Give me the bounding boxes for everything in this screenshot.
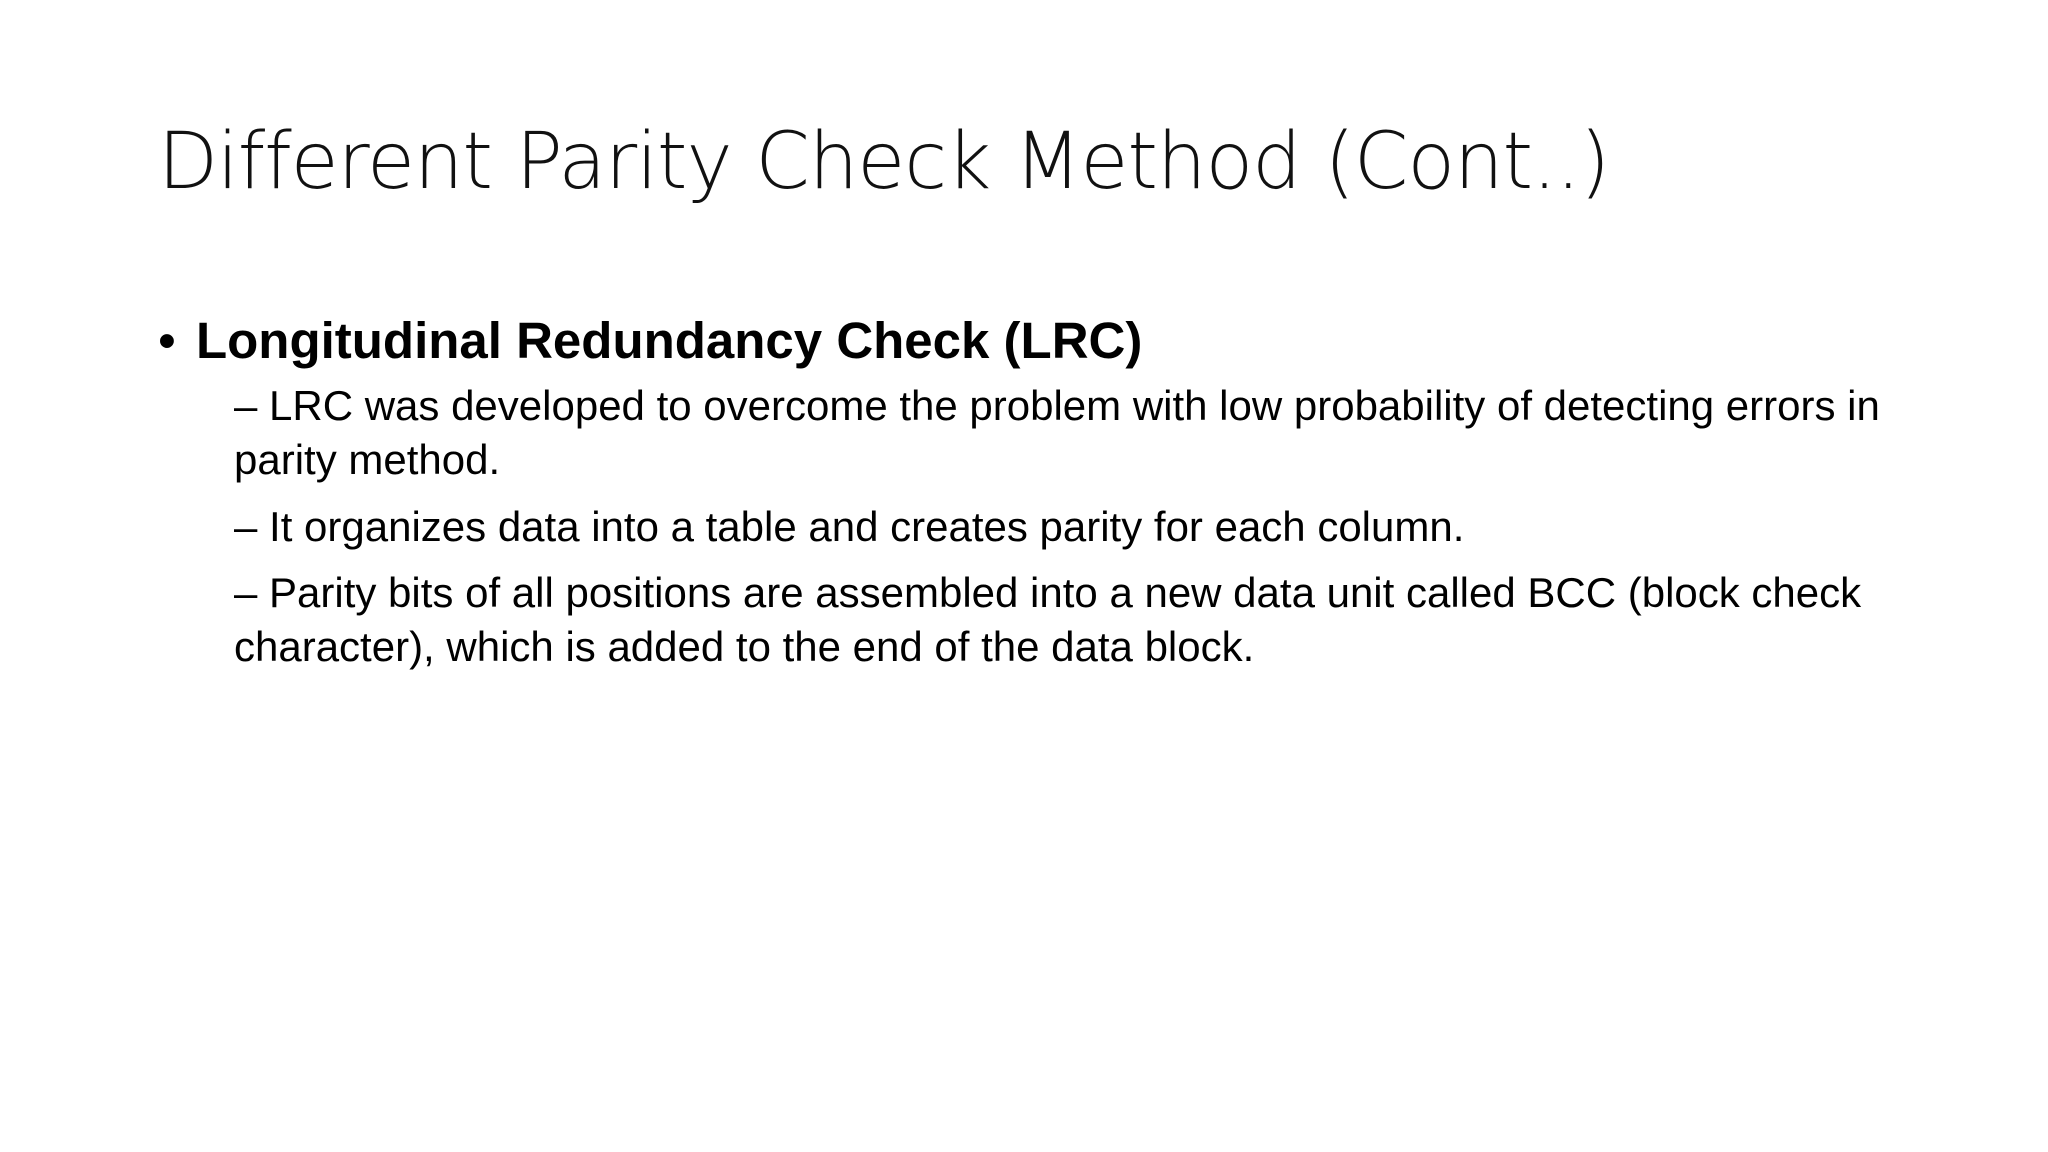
sub-bullet-item: – Parity bits of all positions are assembled into a new data unit called BCC (block check character), which is added to the end of the data block. xyxy=(234,569,1862,671)
slide-title: Different Parity Check Method (Cont..) xyxy=(158,117,1610,207)
sub-bullet-list xyxy=(158,379,1918,674)
bullet-heading: Longitudinal Redundancy Check (LRC) xyxy=(196,312,1143,369)
sub-bullet-item: – It organizes data into a table and creates parity for each column. xyxy=(234,502,1465,550)
slide-content xyxy=(158,310,1918,687)
bullet-marker: • xyxy=(158,312,176,369)
bullet-lrc xyxy=(158,310,1918,371)
sub-bullet-item: – LRC was developed to overcome the problem with low probability of detecting errors in parity method. xyxy=(234,382,1880,483)
